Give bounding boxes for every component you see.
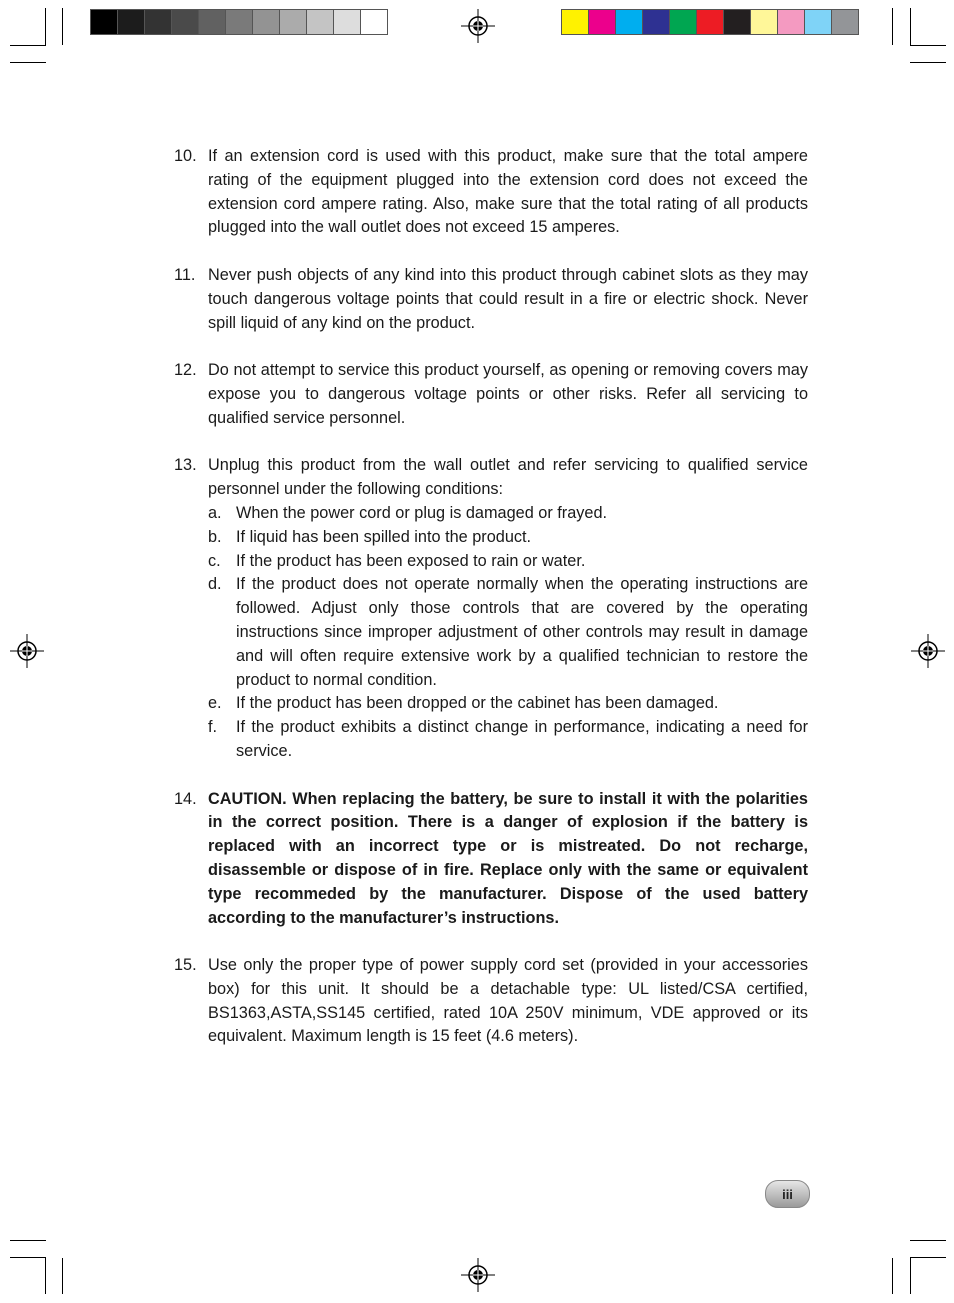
item-body <box>208 454 808 763</box>
sub-item-letter: b. <box>208 527 222 546</box>
sub-list-item <box>208 526 808 550</box>
color-swatch <box>670 10 697 34</box>
crop-mark <box>10 1257 46 1258</box>
color-swatch <box>832 10 858 34</box>
sub-item-letter: c. <box>208 551 221 570</box>
color-swatch <box>145 10 172 34</box>
sub-item-text: If liquid has been spilled into the product. <box>236 527 532 546</box>
sub-list-item <box>208 692 808 716</box>
sub-item-letter: d. <box>208 575 222 594</box>
crop-mark <box>910 1258 911 1294</box>
crop-mark <box>892 1258 893 1294</box>
caution-text: CAUTION. When replacing the battery, be sure to install it with the polarities in the correct position. There is a danger of explosion if the battery is replaced with an incorrect type or is mistreated. Do not recharge, disassemble or dispose of in fire. Replace only with the same or equivalent type recommeded by the manufacturer. Dispose of the used battery according to the manufacturer’s instructions. <box>208 789 808 927</box>
item-number: 10. <box>174 147 197 165</box>
color-swatch <box>280 10 307 34</box>
page-number-badge: iii <box>765 1180 810 1208</box>
list-item-caution <box>174 788 808 931</box>
color-swatch <box>751 10 778 34</box>
safety-instructions-list <box>174 145 808 1073</box>
sub-item-text: If the product has been exposed to rain or water. <box>236 551 586 570</box>
color-swatch <box>253 10 280 34</box>
list-item <box>174 264 808 335</box>
color-swatch <box>805 10 832 34</box>
item-number: 15. <box>174 956 197 975</box>
list-item <box>174 359 808 430</box>
crop-mark <box>910 62 946 63</box>
sub-list-item <box>208 550 808 574</box>
color-swatch <box>724 10 751 34</box>
crop-mark <box>910 8 911 45</box>
color-swatch <box>616 10 643 34</box>
item-text: Unplug this product from the wall outlet and refer servicing to qualified service personnel under the following conditions: <box>208 456 808 499</box>
sub-list-item <box>208 502 808 526</box>
color-swatch <box>643 10 670 34</box>
sub-list-item <box>208 573 808 692</box>
color-swatch <box>589 10 616 34</box>
sub-item-text: If the product has been dropped or the cabinet has been damaged. <box>236 694 719 713</box>
crop-mark <box>45 8 46 45</box>
crop-mark <box>10 45 46 46</box>
crop-mark <box>62 1258 63 1294</box>
sub-list-item <box>208 716 808 764</box>
sub-item-letter: a. <box>208 503 222 522</box>
color-swatch <box>91 10 118 34</box>
item-text: Use only the proper type of power supply cord set (provided in your accessories box) for this unit. It should be a detachable type: UL listed/CSA certified, BS1363,ASTA,SS145 certified, rated 10A 250V minimum, VDE approved or its equivalent. Maximum length is 15 feet (4.6 meters). <box>208 956 808 1046</box>
registration-mark-icon <box>911 634 945 668</box>
registration-mark-icon <box>461 9 495 43</box>
color-swatch <box>562 10 589 34</box>
color-swatch <box>778 10 805 34</box>
color-swatch <box>199 10 226 34</box>
registration-mark-icon <box>10 634 44 668</box>
item-number: 11. <box>174 265 196 284</box>
grayscale-color-bar <box>90 9 388 35</box>
process-color-bar <box>561 9 859 35</box>
crop-mark <box>910 1257 946 1258</box>
color-swatch <box>172 10 199 34</box>
color-swatch <box>334 10 361 34</box>
sub-item-text: If the product does not operate normally when the operating instructions are followed. Adjust only those controls that are covered by the operating instructions since improper adjustment of other controls may result in damage and will often require extensive work by a qualified technician to restore the product to normal condition. <box>236 575 808 689</box>
item-text: Do not attempt to service this product yourself, as opening or removing covers may expose you to dangerous voltage points or other risks. Refer all servicing to qualified service personnel. <box>208 361 808 427</box>
crop-mark <box>45 1258 46 1294</box>
item-number: 13. <box>174 456 197 475</box>
color-swatch <box>697 10 724 34</box>
crop-mark <box>62 8 63 45</box>
color-swatch <box>307 10 334 34</box>
item-text: Never push objects of any kind into this product through cabinet slots as they may touch dangerous voltage points that could result in a fire or electric shock. Never spill liquid of any kind on the product. <box>208 265 808 332</box>
item-text: If an extension cord is used with this product, make sure that the total ampere rating of the equipment plugged into the extension cord does not exceed the extension cord ampere rating. Also, make sure that the total rating of all products plugged into the wall outlet does not exceed 15 amperes. <box>208 147 808 237</box>
crop-mark <box>910 45 946 46</box>
list-item <box>174 454 808 763</box>
sub-item-letter: e. <box>208 694 222 713</box>
list-item <box>174 145 808 240</box>
color-swatch <box>226 10 253 34</box>
color-swatch <box>361 10 387 34</box>
registration-mark-icon <box>461 1258 495 1292</box>
crop-mark <box>10 1240 46 1241</box>
list-item <box>174 954 808 1049</box>
color-swatch <box>118 10 145 34</box>
sub-item-text: When the power cord or plug is damaged or frayed. <box>236 503 608 522</box>
item-number: 14. <box>174 789 197 808</box>
sub-item-letter: f. <box>208 718 218 737</box>
item-number: 12. <box>174 361 197 380</box>
sub-item-text: If the product exhibits a distinct change in performance, indicating a need for service. <box>236 718 808 760</box>
crop-mark <box>10 62 46 63</box>
crop-mark <box>910 1240 946 1241</box>
crop-mark <box>892 8 893 45</box>
